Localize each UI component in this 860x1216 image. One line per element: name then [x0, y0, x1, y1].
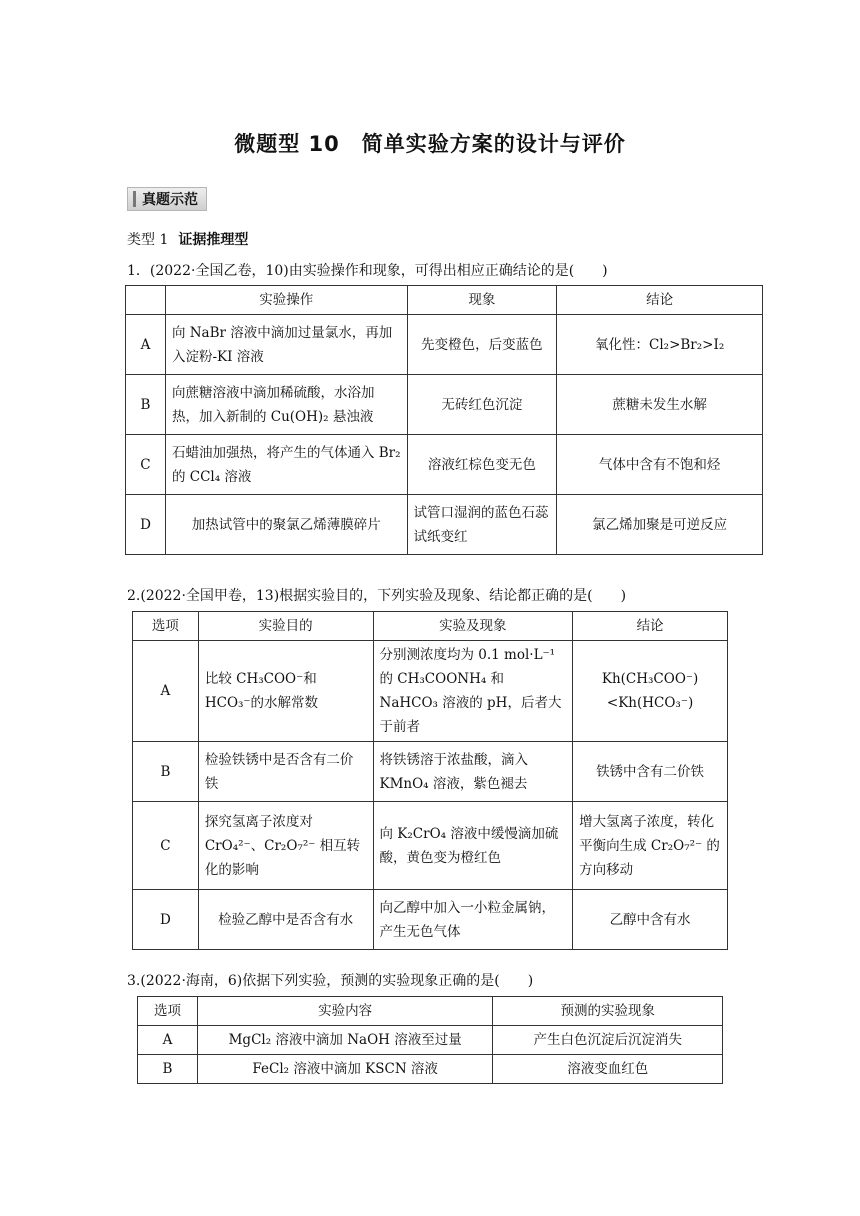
- type-name: 证据推理型: [178, 232, 249, 248]
- table-header-cell: 预测的实验现象: [493, 997, 723, 1026]
- table-header-row: [133, 612, 728, 641]
- option-key: B: [133, 742, 199, 802]
- experiment-and-phenomenon: 向乙醇中加入一小粒金属钠，产生无色气体: [373, 890, 573, 950]
- conclusion: 乙醇中含有水: [573, 890, 728, 950]
- table-row: [138, 1026, 723, 1055]
- conclusion: 氯乙烯加聚是可逆反应: [557, 495, 763, 555]
- option-key: C: [133, 802, 199, 890]
- question-3-table: [137, 996, 723, 1084]
- table-header-cell: 实验及现象: [373, 612, 573, 641]
- option-key: A: [133, 641, 199, 742]
- experiment-and-phenomenon: 将铁锈溶于浓盐酸，滴入 KMnO₄ 溶液，紫色褪去: [373, 742, 573, 802]
- table-row: [133, 802, 728, 890]
- experiment-and-phenomenon: 向 K₂CrO₄ 溶液中缓慢滴加硫酸，黄色变为橙红色: [373, 802, 573, 890]
- table-row: [126, 495, 763, 555]
- conclusion: 氧化性：Cl₂>Br₂>I₂: [557, 315, 763, 375]
- option-key: B: [126, 375, 166, 435]
- experiment-aim: 检验乙醇中是否含有水: [198, 890, 373, 950]
- experiment-operation: 加热试管中的聚氯乙烯薄膜碎片: [165, 495, 407, 555]
- table-row: [126, 315, 763, 375]
- type-label: 类型 1: [127, 232, 169, 248]
- table-header-cell: 选项: [133, 612, 199, 641]
- table-row: [133, 742, 728, 802]
- phenomenon: 试管口湿润的蓝色石蕊试纸变红: [407, 495, 557, 555]
- experiment-operation: 向蔗糖溶液中滴加稀硫酸，水浴加热，加入新制的 Cu(OH)₂ 悬浊液: [165, 375, 407, 435]
- table-header-cell: 实验目的: [198, 612, 373, 641]
- section-badge: [127, 187, 207, 211]
- phenomenon: 先变橙色，后变蓝色: [407, 315, 557, 375]
- table-header-cell: 结论: [557, 286, 763, 315]
- table-row: [138, 1055, 723, 1084]
- experiment-operation: 石蜡油加强热，将产生的气体通入 Br₂ 的 CCl₄ 溶液: [165, 435, 407, 495]
- experiment-and-phenomenon: 分别测浓度均为 0.1 mol·L⁻¹ 的 CH₃COONH₄ 和 NaHCO₃ 溶液的 pH，后者大于前者: [373, 641, 573, 742]
- experiment-aim: 比较 CH₃COO⁻和 HCO₃⁻的水解常数: [198, 641, 373, 742]
- question-2-table: [132, 611, 728, 950]
- table-row: [126, 375, 763, 435]
- option-key: D: [126, 495, 166, 555]
- table-header-row: [126, 286, 763, 315]
- phenomenon: 溶液红棕色变无色: [407, 435, 557, 495]
- page-title: 微题型 10 简单实验方案的设计与评价: [234, 132, 626, 156]
- section-badge-label: 真题示范: [142, 192, 198, 208]
- question-1-stem: 1．(2022·全国乙卷，10)由实验操作和现象，可得出相应正确结论的是( ): [127, 263, 608, 279]
- table-header-cell: 实验内容: [197, 997, 492, 1026]
- type-heading: [127, 229, 248, 249]
- table-row: [133, 890, 728, 950]
- option-key: A: [126, 315, 166, 375]
- conclusion: 增大氢离子浓度，转化平衡向生成 Cr₂O₇²⁻ 的方向移动: [573, 802, 728, 890]
- predicted-phenomenon: 产生白色沉淀后沉淀消失: [493, 1026, 723, 1055]
- table-row: [126, 435, 763, 495]
- conclusion: Kh(CH₃COO⁻)<Kh(HCO₃⁻): [573, 641, 728, 742]
- option-key: C: [126, 435, 166, 495]
- conclusion: 铁锈中含有二价铁: [573, 742, 728, 802]
- experiment-aim: 探究氢离子浓度对 CrO₄²⁻、Cr₂O₇²⁻ 相互转化的影响: [198, 802, 373, 890]
- question-2-stem: 2.(2022·全国甲卷，13)根据实验目的，下列实验及现象、结论都正确的是( ): [127, 588, 627, 604]
- badge-bar-icon: [133, 191, 136, 207]
- predicted-phenomenon: 溶液变血红色: [493, 1055, 723, 1084]
- table-header-cell: 结论: [573, 612, 728, 641]
- table-header-cell: 实验操作: [165, 286, 407, 315]
- conclusion: 气体中含有不饱和烃: [557, 435, 763, 495]
- table-header-row: [138, 997, 723, 1026]
- conclusion: 蔗糖未发生水解: [557, 375, 763, 435]
- table-header-cell: [126, 286, 166, 315]
- phenomenon: 无砖红色沉淀: [407, 375, 557, 435]
- option-key: D: [133, 890, 199, 950]
- experiment-content: FeCl₂ 溶液中滴加 KSCN 溶液: [197, 1055, 492, 1084]
- table-header-cell: 现象: [407, 286, 557, 315]
- question-1-table: [125, 285, 763, 555]
- table-row: [133, 641, 728, 742]
- experiment-content: MgCl₂ 溶液中滴加 NaOH 溶液至过量: [197, 1026, 492, 1055]
- experiment-aim: 检验铁锈中是否含有二价铁: [198, 742, 373, 802]
- option-key: A: [138, 1026, 198, 1055]
- option-key: B: [138, 1055, 198, 1084]
- question-3-stem: 3.(2022·海南，6)依据下列实验，预测的实验现象正确的是( ): [127, 973, 534, 989]
- table-header-cell: 选项: [138, 997, 198, 1026]
- experiment-operation: 向 NaBr 溶液中滴加过量氯水，再加入淀粉-KI 溶液: [165, 315, 407, 375]
